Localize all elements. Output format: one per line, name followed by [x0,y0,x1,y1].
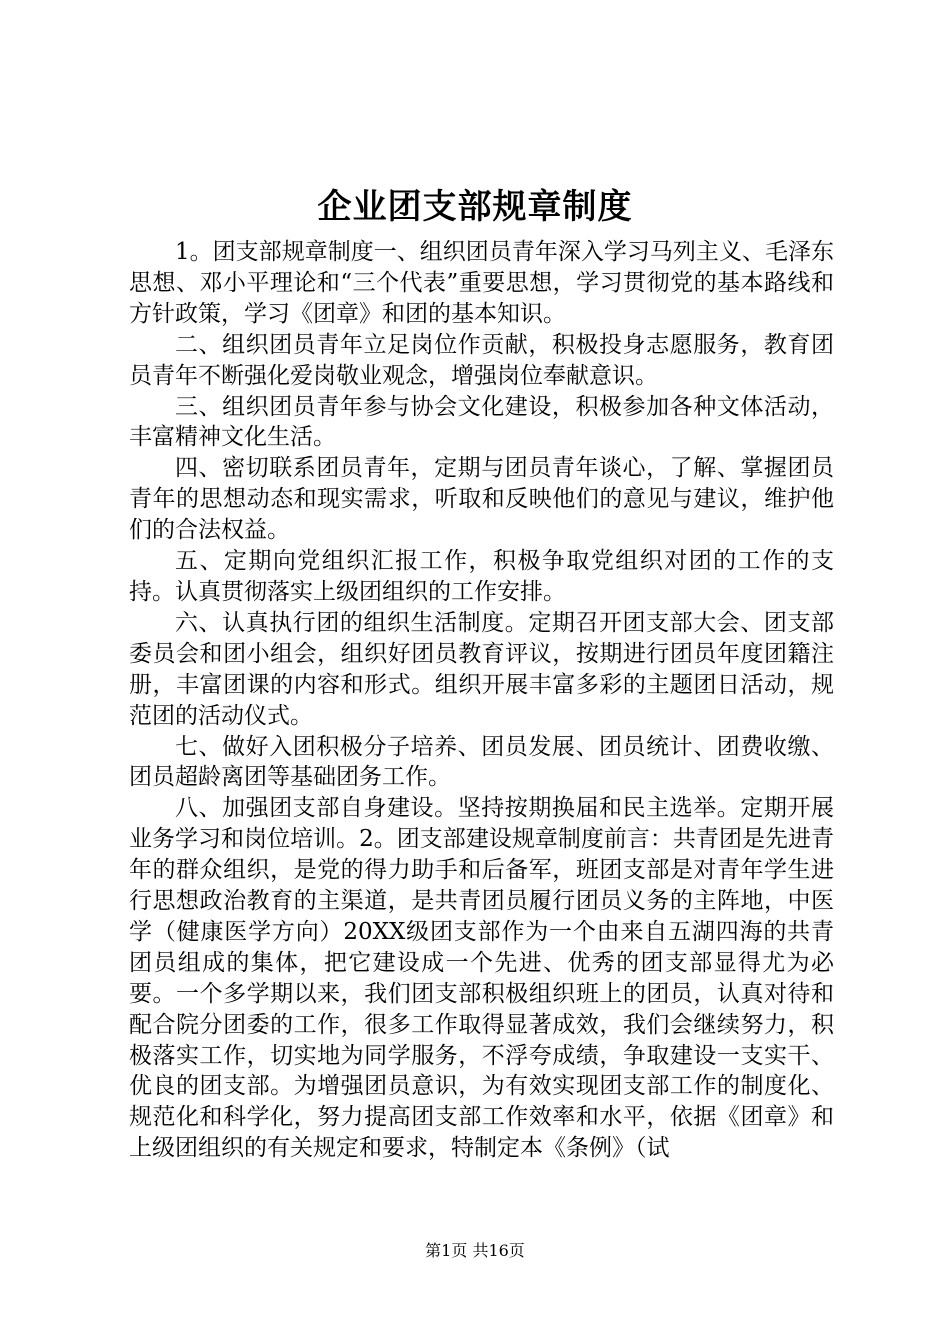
paragraph: 七、做好入团积极分子培养、团员发展、团员统计、团费收缴、团员超龄离团等基础团务工作。 [129,733,834,791]
document-body [129,237,834,1164]
paragraph: 二、组织团员青年立足岗位作贡献，积极投身志愿服务，教育团员青年不断强化爱岗敬业观念，增强岗位奉献意识。 [129,331,834,389]
paragraph: 六、认真执行团的组织生活制度。定期召开团支部大会、团支部委员会和团小组会，组织好团员教育评议，按期进行团员年度团籍注册，丰富团课的内容和形式。组织开展丰富多彩的主题团日活动，规范团的活动仪式。 [129,609,834,729]
paragraph: 五、定期向党组织汇报工作，积极争取党组织对团的工作的支持。认真贯彻落实上级团组织的工作安排。 [129,548,834,605]
paragraph: 1。团支部规章制度一、组织团员青年深入学习马列主义、毛泽东思想、邓小平理论和“三个代表”重要思想，学习贯彻党的基本路线和方针政策，学习《团章》和团的基本知识。 [129,239,834,327]
document-title: 企业团支部规章制度 [317,187,633,227]
paragraph: 四、密切联系团员青年，定期与团员青年谈心，了解、掌握团员青年的思想动态和现实需求，听取和反映他们的意见与建议，维护他们的合法权益。 [129,455,834,544]
page-footer: 第1页 共16页 [425,1241,525,1260]
paragraph: 三、组织团员青年参与协会文化建设，积极参加各种文体活动，丰富精神文化生活。 [129,393,834,451]
paragraph: 八、加强团支部自身建设。坚持按期换届和民主选举。定期开展业务学习和岗位培训。2。团支部建设规章制度前言：共青团是先进青年的群众组织，是党的得力助手和后备军，班团支部是对青年学生进行思想政治教育的主渠道，是共青团员履行团员义务的主阵地，中医学（健康医学方向）20XX级团支部作为一个由来自五湖四海的共青团员组成的集体，把它建设成一个先进、优秀的团支部显得尤为必要。一个多学期以来，我们团支部积极组织班上的团员，认真对待和配合院分团委的工作，很多工作取得显著成效，我们会继续努力，积极落实工作，切实地为同学服务，不浮夸成绩，争取建设一支实干、优良的团支部。为增强团员意识，为有效实现团支部工作的制度化、规范化和科学化，努力提高团支部工作效率和水平，依据《团章》和上级团组织的有关规定和要求，特制定本《条例》（试 [129,795,834,1162]
